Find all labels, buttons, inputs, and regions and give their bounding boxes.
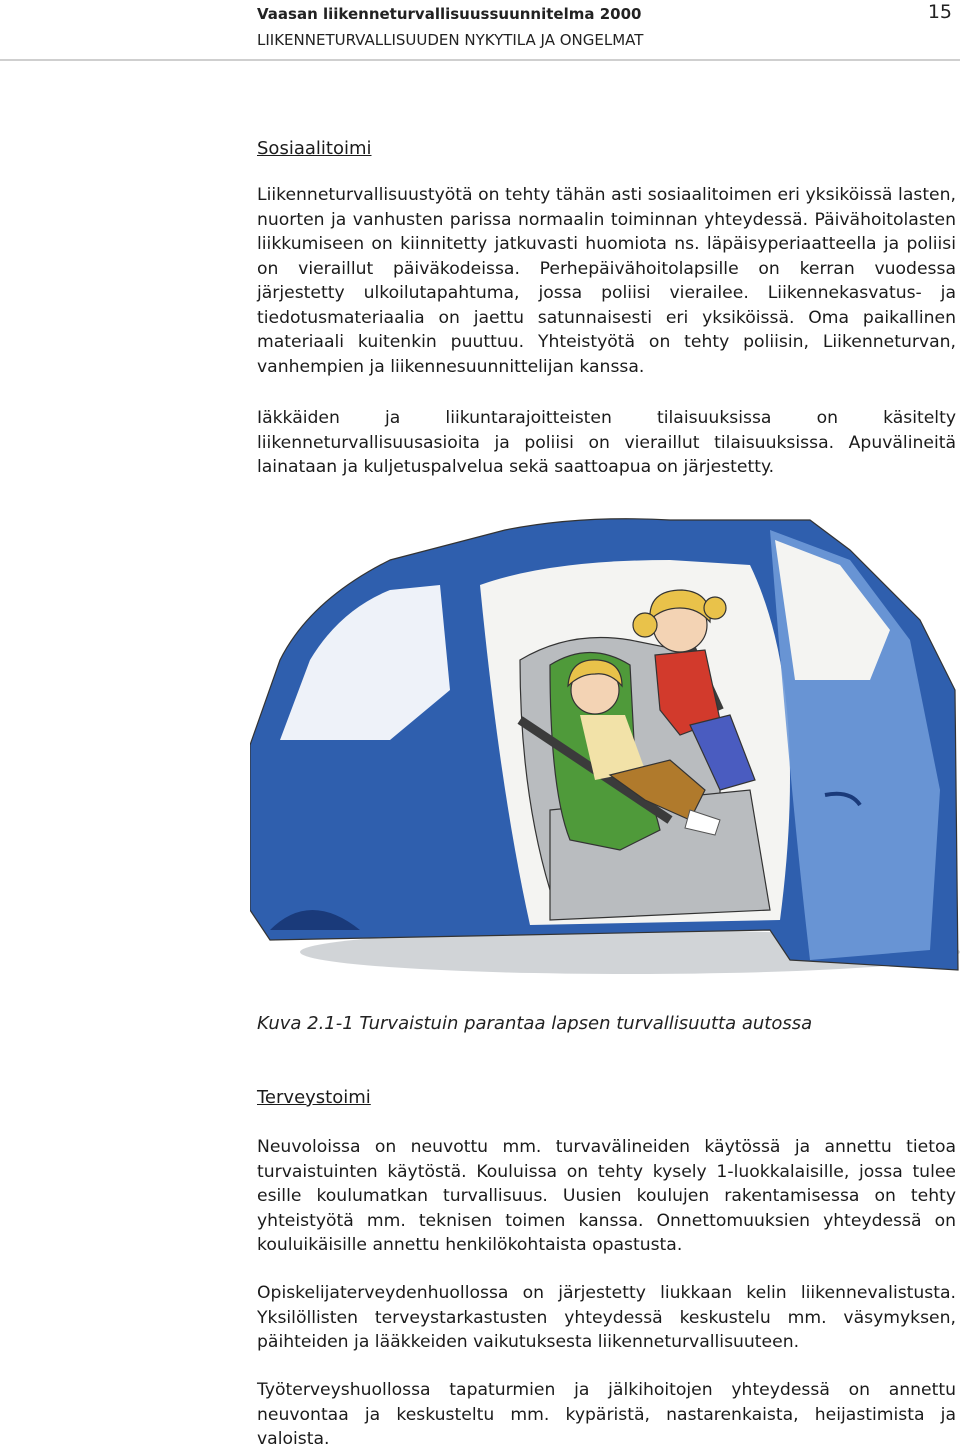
car-child-seat-illustration (250, 490, 960, 990)
header-divider (0, 59, 960, 61)
page-number: 15 (927, 1, 952, 23)
section-heading-sosiaalitoimi: Sosiaalitoimi (257, 138, 372, 159)
paragraph: Opiskelijaterveydenhuollossa on järjestetty liukkaan kelin liikennevalistusta. Yksilöllisten terveystarkastusten yhteydessä keskustelu mm. väsymyksen, päihteiden ja lääkkeiden vaikutuksesta liikenneturvallisuuteen. (257, 1283, 956, 1352)
paragraph: Iäkkäiden ja liikuntarajoitteisten tilaisuuksissa on käsitelty liikenneturvallisuusasioita ja poliisi on vieraillut tilaisuuksissa. Apuvälineitä lainataan ja kuljetuspalvelua sekä saattoapua on järjestetty. (257, 408, 956, 477)
paragraph: Neuvoloissa on neuvottu mm. turvavälineiden käytössä ja annettu tietoa turvaistuinten käytöstä. Kouluissa on tehty kysely 1-luokkalaisille, jossa tulee esille koulumatkan turvallisuus. Uusien koulujen rakentamisessa on tehty yhteistyötä mm. teknisen toimen kanssa. Onnettomuuksien yhteydessä on kouluikäisille annettu henkilökohtaista opastusta. (257, 1137, 956, 1255)
older-child-pigtail-left (633, 613, 657, 637)
paragraph: Liikenneturvallisuustyötä on tehty tähän asti sosiaalitoimen eri yksiköissä lasten, nuorten ja vanhusten parissa normaalin toiminnan yhteydessä. Päivähoitolasten liikkumiseen on kiinnitetty jatkuvasti huomiota ns. läpäisyperiaatteella ja poliisi on vieraillut päiväkodeissa. Perhepäivähoitolapsille on kerran vuodessa järjestetty ulkoilutapahtuma, jossa poliisi vierailee. Liikennekasvatus- ja tiedotusmateriaalia on jaettu satunnaisesti eri yksiköissä. Oma paikallinen materiaali kuitenkin puuttuu. Yhteistyötä on tehty poliisin, Liikenneturvan, vanhempien ja liikennesuunnittelijan kanssa. (257, 185, 956, 377)
document-running-subtitle: LIIKENNETURVALLISUUDEN NYKYTILA JA ONGELMAT (257, 31, 644, 49)
paragraph: Työterveyshuollossa tapaturmien ja jälkihoitojen yhteydessä on annettu neuvontaa ja keskusteltu mm. kypäristä, nastarenkaista, heijastimista ja valoista. (257, 1380, 956, 1449)
figure-caption: Kuva 2.1-1 Turvaistuin parantaa lapsen turvallisuutta autossa (257, 1013, 813, 1034)
document-running-title: Vaasan liikenneturvallisuussuunnitelma 2000 (257, 5, 642, 23)
section-heading-terveystoimi: Terveystoimi (257, 1087, 371, 1108)
older-child-pigtail-right (704, 597, 726, 619)
